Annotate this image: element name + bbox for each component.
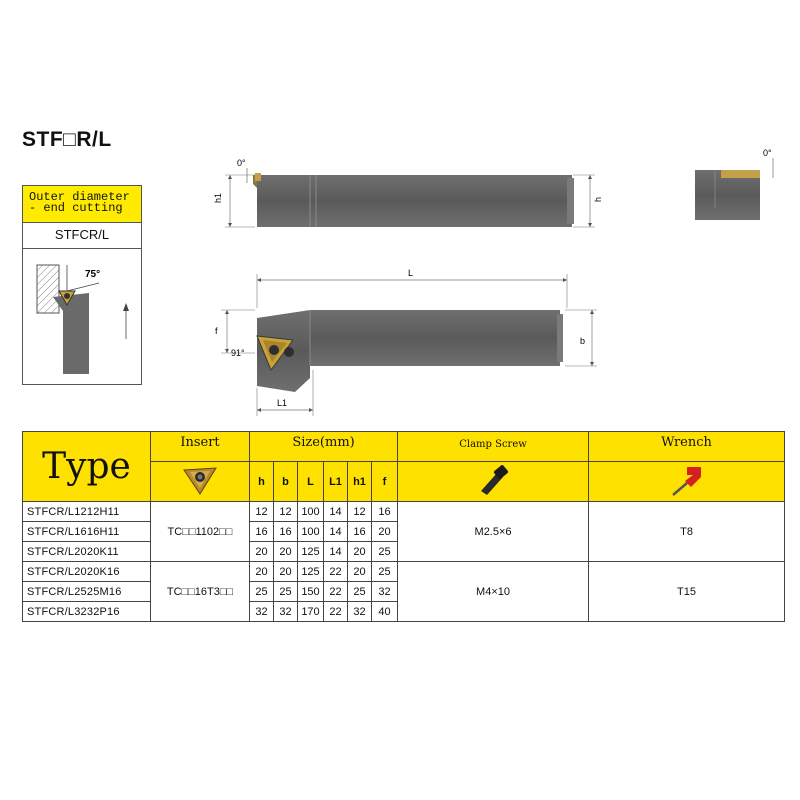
top-angle-label: 0°	[237, 158, 246, 168]
size-cell: 14	[324, 502, 348, 522]
side-panel-label-line2: - end cutting	[29, 201, 123, 215]
table-row	[23, 562, 785, 582]
size-cell: 25	[372, 542, 398, 562]
size-cell: 16	[372, 502, 398, 522]
type-cell: STFCR/L3232P16	[23, 602, 151, 622]
size-cell: 100	[298, 522, 324, 542]
tool-drawing	[195, 148, 785, 418]
plan-shank	[310, 310, 560, 366]
size-cell: 12	[274, 502, 298, 522]
size-cell: 14	[324, 542, 348, 562]
plan-insert-screw	[269, 345, 279, 355]
side-view	[213, 158, 603, 227]
side-panel	[22, 185, 142, 385]
size-col-h1: h1	[348, 462, 372, 502]
size-col-h: h	[250, 462, 274, 502]
size-cell: 22	[324, 562, 348, 582]
size-cell: 32	[348, 602, 372, 622]
size-cell: 170	[298, 602, 324, 622]
side-insert-hole	[64, 293, 70, 299]
clamp-cell: M4×10	[398, 562, 589, 622]
clamp-header: Clamp Screw	[398, 432, 589, 462]
size-cell: 32	[372, 582, 398, 602]
wrench-cell: T8	[589, 502, 785, 562]
h-label: h	[593, 196, 603, 202]
clamp-cell: M2.5×6	[398, 502, 589, 562]
size-cell: 20	[348, 562, 372, 582]
side-shank	[63, 309, 89, 374]
insert-cell: TC□□1102□□	[151, 502, 250, 562]
side-panel-header	[23, 186, 141, 223]
type-cell: STFCR/L1212H11	[23, 502, 151, 522]
side-angle-label: 75°	[85, 269, 101, 280]
size-header: Size(mm)	[250, 432, 398, 462]
end-view	[695, 148, 773, 220]
wrench-header: Wrench	[589, 432, 785, 462]
size-cell: 16	[250, 522, 274, 542]
size-cell: 32	[250, 602, 274, 622]
wrench-cell: T15	[589, 562, 785, 622]
size-cell: 25	[372, 562, 398, 582]
h1-label: h1	[213, 192, 223, 203]
size-cell: 12	[348, 502, 372, 522]
workpiece-hatch	[37, 265, 59, 313]
clamp-screw-icon	[473, 465, 513, 495]
f-label: f	[215, 326, 218, 336]
type-header: Type	[23, 432, 151, 502]
size-cell: 12	[250, 502, 274, 522]
size-cell: 25	[348, 582, 372, 602]
size-cell: 25	[250, 582, 274, 602]
type-cell: STFCR/L2020K16	[23, 562, 151, 582]
clamp-screw-image-cell	[398, 462, 589, 502]
size-cell: 40	[372, 602, 398, 622]
size-cell: 20	[372, 522, 398, 542]
insert-icon	[178, 462, 222, 498]
angle-91-label: 91°	[231, 348, 245, 358]
wrench-icon	[667, 463, 707, 497]
L-label: L	[408, 268, 414, 278]
size-cell: 16	[274, 522, 298, 542]
size-cell: 14	[324, 522, 348, 542]
size-cell: 100	[298, 502, 324, 522]
end-view-insert	[721, 170, 760, 178]
type-cell: STFCR/L2525M16	[23, 582, 151, 602]
side-panel-label-line1: Outer diameter	[29, 190, 130, 204]
wrench-image-cell	[589, 462, 785, 502]
insert-cell: TC□□16T3□□	[151, 562, 250, 622]
size-col-f: f	[372, 462, 398, 502]
side-panel-name: STFCR/L	[23, 222, 141, 249]
size-col-L1: L1	[324, 462, 348, 502]
side-panel-diagram	[23, 249, 141, 384]
table-row	[23, 502, 785, 522]
plan-view	[215, 268, 597, 416]
size-cell: 22	[324, 582, 348, 602]
size-cell: 22	[324, 602, 348, 622]
size-cell: 16	[348, 522, 372, 542]
size-cell: 20	[250, 562, 274, 582]
side-view-bar	[257, 175, 572, 227]
insert-header: Insert	[151, 432, 250, 462]
L1-label: L1	[277, 398, 288, 408]
side-view-insert	[255, 173, 261, 181]
size-cell: 25	[274, 582, 298, 602]
type-cell: STFCR/L2020K11	[23, 542, 151, 562]
size-cell: 20	[348, 542, 372, 562]
size-cell: 150	[298, 582, 324, 602]
insert-image-cell	[151, 462, 250, 502]
size-cell: 20	[274, 562, 298, 582]
b-label: b	[580, 336, 586, 346]
type-cell: STFCR/L1616H11	[23, 522, 151, 542]
size-cell: 125	[298, 562, 324, 582]
size-cell: 125	[298, 542, 324, 562]
size-col-b: b	[274, 462, 298, 502]
page-title: STF□R/L	[22, 128, 112, 151]
end-angle-label: 0°	[763, 148, 772, 158]
size-col-L: L	[298, 462, 324, 502]
size-cell: 20	[250, 542, 274, 562]
size-cell: 32	[274, 602, 298, 622]
spec-table	[22, 431, 785, 622]
size-cell: 20	[274, 542, 298, 562]
